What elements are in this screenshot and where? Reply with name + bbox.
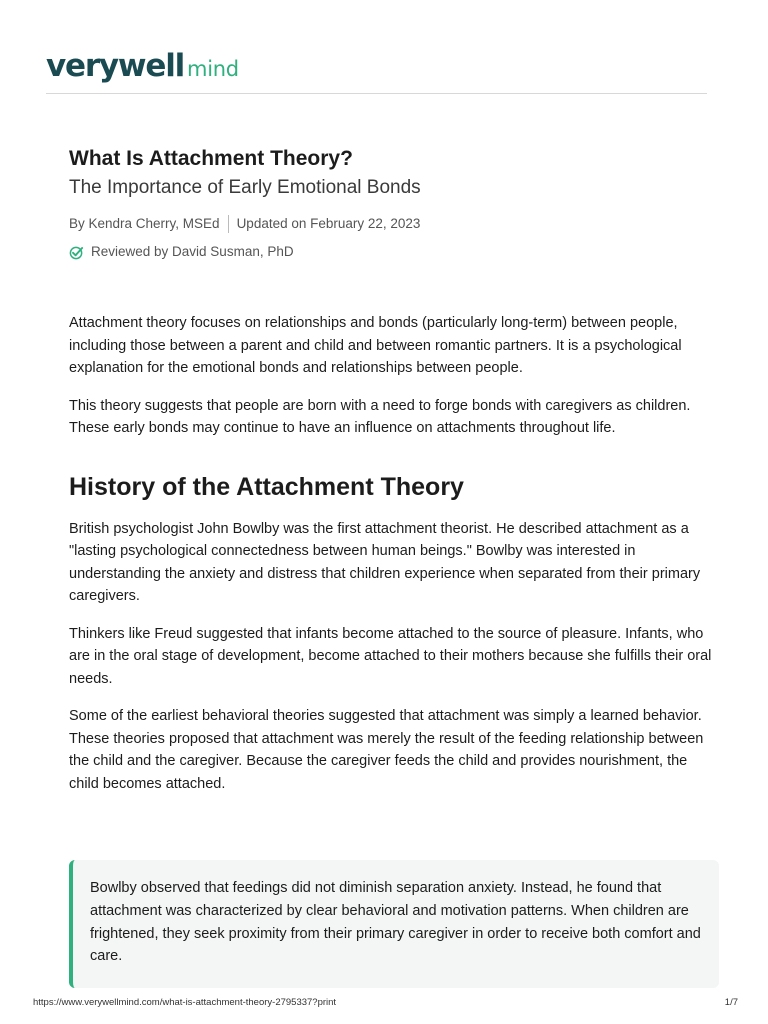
logo-subbrand: mind <box>187 57 239 81</box>
callout-text: Bowlby observed that feedings did not diminish separation anxiety. Instead, he found that attachment was characterized by clear behavioral and motivation patterns. When children are frightened, they seek proximity from their primary caregiver in order to receive both comfort and care. <box>90 880 701 965</box>
section-paragraph: Some of the earliest behavioral theories suggested that attachment was simply a learned behavior. These theories proposed that attachment was merely the result of the feeding relationship between the child and the caregiver. Because the caregiver feeds the child and provides nourishment, the child becomes attached. <box>69 708 704 792</box>
article-body <box>69 144 719 810</box>
page-number: 1/7 <box>724 997 738 1008</box>
callout-box <box>69 860 719 988</box>
intro-paragraph: Attachment theory focuses on relationships and bonds (particularly long-term) between people, including those between a parent and child and between romantic partners. It is a psychological explanation for the emotional bonds and relationships between people. <box>69 315 682 376</box>
byline-separator <box>228 215 229 233</box>
site-logo[interactable] <box>46 48 239 84</box>
check-circle-icon <box>69 245 84 260</box>
logo-wordmark: verywell <box>46 48 185 84</box>
reviewer-name[interactable]: Reviewed by David Susman, PhD <box>91 244 294 259</box>
article-subtitle: The Importance of Early Emotional Bonds <box>69 177 421 198</box>
author-name[interactable]: By Kendra Cherry, MSEd <box>69 216 220 231</box>
section-heading: History of the Attachment Theory <box>69 472 464 501</box>
header-divider <box>46 93 707 94</box>
footer-url: https://www.verywellmind.com/what-is-attachment-theory-2795337?print <box>33 997 337 1008</box>
intro-section <box>69 312 719 440</box>
print-footer <box>33 997 738 1008</box>
section-paragraph: British psychologist John Bowlby was the first attachment theorist. He described attachment as a "lasting psychological connectedness between human beings." Bowlby was interested in understanding the anxiety and distress that children experience when separated from their primary caregivers. <box>69 520 701 604</box>
intro-paragraph: This theory suggests that people are born with a need to forge bonds with caregivers as children. These early bonds may continue to have an influence on attachments throughout life. <box>69 397 691 436</box>
article-title: What Is Attachment Theory? <box>69 147 353 170</box>
section-paragraph: Thinkers like Freud suggested that infants become attached to the source of pleasure. Infants, who are in the oral stage of development, become attached to their mothers because she fulfills their oral needs. <box>69 625 712 687</box>
byline <box>69 215 719 233</box>
updated-date: Updated on February 22, 2023 <box>236 216 421 231</box>
review-line <box>69 243 719 261</box>
